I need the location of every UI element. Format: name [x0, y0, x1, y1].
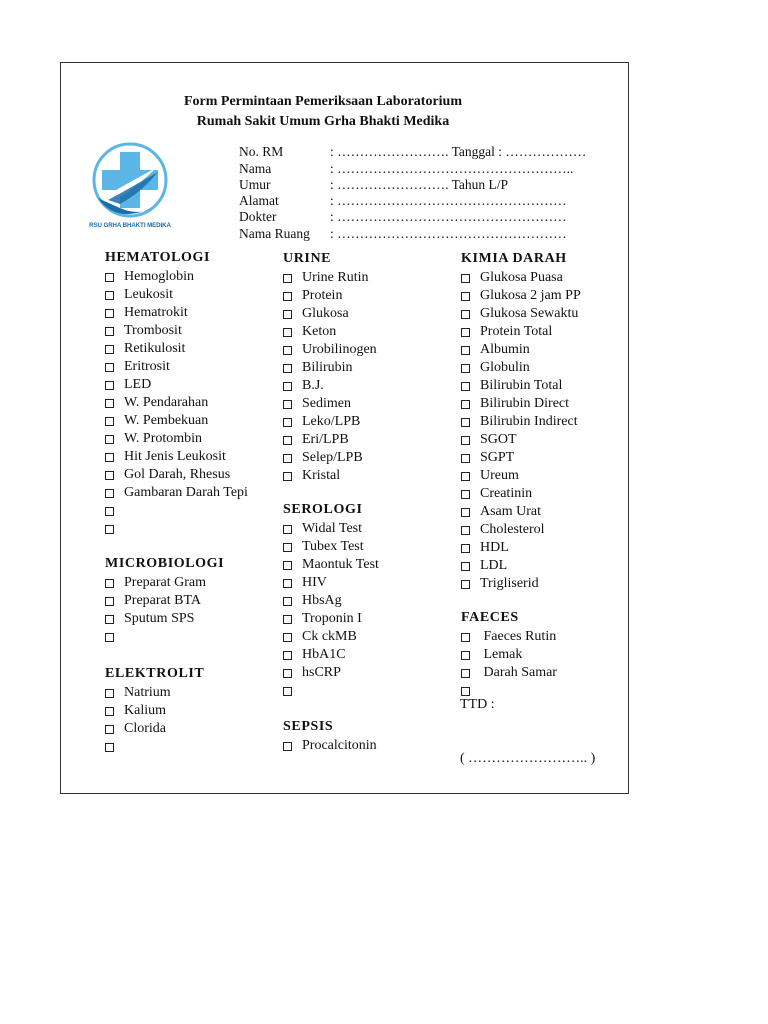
checklist-item[interactable]: [461, 431, 641, 449]
checkbox-icon[interactable]: [283, 400, 292, 409]
checklist-item[interactable]: [461, 395, 641, 413]
checkbox-icon[interactable]: [105, 381, 114, 390]
checklist-item[interactable]: [105, 610, 285, 628]
checkbox-icon[interactable]: [105, 743, 114, 752]
section-heading-elektrolit: ELEKTROLIT: [105, 666, 205, 681]
checkbox-icon[interactable]: [461, 580, 470, 589]
checklist-item-label: Procalcitonin: [302, 738, 377, 753]
form-title: Form Permintaan Pemeriksaan Laboratorium: [183, 94, 462, 109]
checklist-item-label: Lemak: [480, 647, 523, 662]
checklist-item[interactable]: [283, 592, 463, 610]
logo-text: RSU GRHA BHAKTI MEDIKA: [89, 222, 171, 229]
checklist-item-label: Preparat Gram: [124, 575, 207, 590]
checklist-item[interactable]: [283, 520, 463, 538]
checklist-item-label: SGOT: [480, 432, 517, 447]
checklist-item-label: Tubex Test: [302, 539, 364, 554]
list-sepsis: [283, 737, 463, 755]
checklist-item-label: Bilirubin Total: [480, 378, 563, 393]
list-microbiologi: [105, 574, 285, 646]
checklist-item[interactable]: [105, 376, 285, 394]
checklist-item[interactable]: [461, 323, 641, 341]
checklist-item-label: Kalium: [124, 703, 166, 718]
checklist-item[interactable]: [461, 557, 641, 575]
checklist-item[interactable]: [105, 448, 285, 466]
checkbox-icon[interactable]: [461, 651, 470, 660]
checkbox-icon[interactable]: [105, 435, 114, 444]
checkbox-icon[interactable]: [283, 292, 292, 301]
section-heading-hematologi: HEMATOLOGI: [105, 250, 211, 265]
ruang-field[interactable]: : ……………………………………………: [330, 226, 567, 241]
checkbox-icon[interactable]: [283, 633, 292, 642]
checkbox-icon[interactable]: [461, 382, 470, 391]
checkbox-icon[interactable]: [461, 669, 470, 678]
checklist-item-label: Ck ckMB: [302, 629, 357, 644]
checklist-item-label: LED: [124, 377, 152, 392]
checklist-item[interactable]: [283, 628, 463, 646]
checkbox-icon[interactable]: [283, 274, 292, 283]
checklist-item[interactable]: [283, 269, 463, 287]
checklist-item[interactable]: [105, 592, 285, 610]
checklist-item-label: Bilirubin Indirect: [480, 414, 578, 429]
checklist-item[interactable]: [105, 412, 285, 430]
checklist-item-label: Clorida: [124, 721, 166, 736]
checkbox-icon[interactable]: [283, 579, 292, 588]
checklist-item-label: Globulin: [480, 360, 530, 375]
checkbox-icon[interactable]: [283, 346, 292, 355]
checkbox-icon[interactable]: [283, 597, 292, 606]
nama-label: Nama: [239, 161, 272, 176]
column-right: [461, 249, 641, 700]
checklist-item[interactable]: [461, 503, 641, 521]
checklist-item[interactable]: [283, 682, 463, 700]
checklist-item[interactable]: [105, 322, 285, 340]
checkbox-icon[interactable]: [461, 418, 470, 427]
checkbox-icon[interactable]: [105, 327, 114, 336]
checklist-item[interactable]: [283, 538, 463, 556]
checklist-item-label: Protein: [302, 288, 343, 303]
checkbox-icon[interactable]: [461, 400, 470, 409]
checklist-item[interactable]: [105, 574, 285, 592]
checkbox-icon[interactable]: [105, 633, 114, 642]
checkbox-icon[interactable]: [461, 633, 470, 642]
checklist-item-label: Widal Test: [302, 521, 363, 536]
checklist-item[interactable]: [283, 449, 463, 467]
checklist-item[interactable]: [105, 520, 285, 538]
checklist-item-label: Creatinin: [480, 486, 533, 501]
checklist-item[interactable]: [283, 323, 463, 341]
checklist-item-label: Cholesterol: [480, 522, 545, 537]
checklist-item-label: Gol Darah, Rhesus: [124, 467, 231, 482]
checklist-item-label: Urine Rutin: [302, 270, 369, 285]
checkbox-icon[interactable]: [283, 669, 292, 678]
checklist-item[interactable]: [461, 305, 641, 323]
umur-field[interactable]: : ……………………. Tahun L/P: [330, 177, 509, 192]
checklist-item-label: Ureum: [480, 468, 519, 483]
checkbox-icon[interactable]: [105, 417, 114, 426]
checklist-item[interactable]: [283, 341, 463, 359]
checkbox-icon[interactable]: [105, 471, 114, 480]
checklist-item-label: Sputum SPS: [124, 611, 195, 626]
checkbox-icon[interactable]: [105, 725, 114, 734]
checklist-item-label: hsCRP: [302, 665, 341, 680]
ruang-label: Nama Ruang: [239, 226, 310, 241]
checkbox-icon[interactable]: [461, 490, 470, 499]
column-middle: [283, 249, 463, 755]
checklist-item-label: Asam Urat: [480, 504, 542, 519]
checklist-item[interactable]: [283, 556, 463, 574]
dokter-field[interactable]: : ……………………………………………: [330, 209, 567, 224]
checkbox-icon[interactable]: [283, 525, 292, 534]
checklist-item[interactable]: [105, 268, 285, 286]
checkbox-icon[interactable]: [283, 328, 292, 337]
checklist-item-label: HbsAg: [302, 593, 342, 608]
dokter-label: Dokter: [239, 209, 277, 224]
checklist-item[interactable]: [461, 539, 641, 557]
checkbox-icon[interactable]: [461, 544, 470, 553]
checklist-item[interactable]: [461, 521, 641, 539]
list-kimia-darah: [461, 269, 641, 593]
checklist-item-label: Glukosa Sewaktu: [480, 306, 579, 321]
checklist-item[interactable]: [283, 574, 463, 592]
section-heading-urine: URINE: [283, 251, 332, 266]
checkbox-icon[interactable]: [283, 418, 292, 427]
checklist-item[interactable]: [461, 664, 641, 682]
checkbox-icon[interactable]: [461, 328, 470, 337]
checklist-item-label: Albumin: [480, 342, 530, 357]
checkbox-icon[interactable]: [283, 615, 292, 624]
list-faeces: [461, 628, 641, 700]
checkbox-icon[interactable]: [461, 310, 470, 319]
checkbox-icon[interactable]: [461, 436, 470, 445]
checkbox-icon[interactable]: [461, 454, 470, 463]
signature-label: TTD :: [460, 697, 495, 712]
checklist-item-label: Hemoglobin: [124, 269, 194, 284]
checklist-item-label: Eritrosit: [124, 359, 170, 374]
checkbox-icon[interactable]: [461, 508, 470, 517]
checklist-item-label: Trigliserid: [480, 576, 539, 591]
checkbox-icon[interactable]: [105, 689, 114, 698]
checklist-item[interactable]: [461, 413, 641, 431]
checklist-item[interactable]: [105, 430, 285, 448]
hospital-logo-icon: [86, 138, 174, 234]
checklist-item-label: Darah Samar: [480, 665, 557, 680]
checklist-item[interactable]: [461, 449, 641, 467]
checkbox-icon[interactable]: [283, 472, 292, 481]
checklist-item-label: Gambaran Darah Tepi: [124, 485, 248, 500]
checklist-item[interactable]: [105, 394, 285, 412]
checkbox-icon[interactable]: [105, 345, 114, 354]
checkbox-icon[interactable]: [105, 615, 114, 624]
checklist-item-label: Bilirubin: [302, 360, 353, 375]
checkbox-icon[interactable]: [461, 292, 470, 301]
checklist-item-label: Keton: [302, 324, 337, 339]
checkbox-icon[interactable]: [283, 687, 292, 696]
checkbox-icon[interactable]: [461, 346, 470, 355]
checklist-item-label: Leko/LPB: [302, 414, 361, 429]
checklist-item[interactable]: [283, 737, 463, 755]
checklist-item-label: Urobilinogen: [302, 342, 377, 357]
checklist-item-label: Hematrokit: [124, 305, 188, 320]
alamat-label: Alamat: [239, 193, 279, 208]
checkbox-icon[interactable]: [105, 363, 114, 372]
checklist-item[interactable]: [461, 269, 641, 287]
checkbox-icon[interactable]: [105, 579, 114, 588]
checklist-item-label: Sedimen: [302, 396, 351, 411]
checklist-item[interactable]: [105, 720, 285, 738]
checkbox-icon[interactable]: [105, 597, 114, 606]
checkbox-icon[interactable]: [105, 291, 114, 300]
signature-name-line[interactable]: ( …………………….. ): [460, 751, 596, 766]
checklist-item-label: Selep/LPB: [302, 450, 363, 465]
checklist-item[interactable]: [105, 358, 285, 376]
checklist-item-label: Bilirubin Direct: [480, 396, 570, 411]
list-elektrolit: [105, 684, 285, 756]
checklist-item[interactable]: [461, 377, 641, 395]
checklist-item[interactable]: [283, 413, 463, 431]
checklist-item-label: LDL: [480, 558, 508, 573]
column-left: [105, 248, 285, 756]
checklist-item[interactable]: [105, 466, 285, 484]
checklist-item-label: Maontuk Test: [302, 557, 379, 572]
checklist-item[interactable]: [105, 684, 285, 702]
checkbox-icon[interactable]: [461, 562, 470, 571]
checklist-item[interactable]: [461, 467, 641, 485]
checkbox-icon[interactable]: [283, 454, 292, 463]
no-rm-field[interactable]: : ……………………. Tanggal : ………………: [330, 144, 587, 159]
checklist-item-label: Retikulosit: [124, 341, 186, 356]
checkbox-icon[interactable]: [105, 273, 114, 282]
checklist-item[interactable]: [283, 359, 463, 377]
checklist-item-label: W. Protombin: [124, 431, 203, 446]
list-urine: [283, 269, 463, 485]
checkbox-icon[interactable]: [283, 310, 292, 319]
no-rm-label: No. RM: [239, 144, 284, 159]
checklist-item[interactable]: [283, 287, 463, 305]
checklist-item[interactable]: [461, 575, 641, 593]
checklist-item[interactable]: [461, 341, 641, 359]
checklist-item-label: Glukosa 2 jam PP: [480, 288, 581, 303]
umur-label: Umur: [239, 177, 271, 192]
checkbox-icon[interactable]: [283, 382, 292, 391]
checkbox-icon[interactable]: [105, 309, 114, 318]
checklist-item-label: Glukosa: [302, 306, 349, 321]
checkbox-icon[interactable]: [461, 687, 470, 696]
checkbox-icon[interactable]: [461, 472, 470, 481]
hospital-name: Rumah Sakit Umum Grha Bhakti Medika: [196, 114, 450, 129]
checkbox-icon[interactable]: [105, 707, 114, 716]
checkbox-icon[interactable]: [283, 436, 292, 445]
checkbox-icon[interactable]: [105, 399, 114, 408]
section-heading-serologi: SEROLOGI: [283, 502, 363, 517]
list-hematologi: [105, 268, 285, 538]
checklist-item[interactable]: [283, 377, 463, 395]
checklist-item[interactable]: [105, 502, 285, 520]
checklist-item[interactable]: [105, 484, 285, 502]
checklist-item[interactable]: [283, 431, 463, 449]
checkbox-icon[interactable]: [105, 507, 114, 516]
checklist-item[interactable]: [461, 359, 641, 377]
checklist-item-label: Leukosit: [124, 287, 173, 302]
checklist-item-label: W. Pembekuan: [124, 413, 209, 428]
checklist-item-label: HbA1C: [302, 647, 346, 662]
checklist-item[interactable]: [461, 646, 641, 664]
checklist-item[interactable]: [283, 646, 463, 664]
checklist-item-label: Eri/LPB: [302, 432, 349, 447]
checklist-item[interactable]: [461, 628, 641, 646]
checkbox-icon[interactable]: [283, 651, 292, 660]
checklist-item-label: Preparat BTA: [124, 593, 202, 608]
checkbox-icon[interactable]: [105, 525, 114, 534]
checklist-item[interactable]: [283, 664, 463, 682]
checklist-item-label: HIV: [302, 575, 327, 590]
checkbox-icon[interactable]: [461, 526, 470, 535]
checklist-item[interactable]: [105, 628, 285, 646]
checklist-item[interactable]: [105, 286, 285, 304]
checklist-item-label: B.J.: [302, 378, 324, 393]
checkbox-icon[interactable]: [283, 543, 292, 552]
checklist-item-label: Troponin I: [302, 611, 362, 626]
checklist-item[interactable]: [105, 738, 285, 756]
checkbox-icon[interactable]: [105, 489, 114, 498]
nama-field[interactable]: : ……………………………………………..: [330, 161, 574, 176]
checkbox-icon[interactable]: [283, 742, 292, 751]
checkbox-icon[interactable]: [105, 453, 114, 462]
checklist-item-label: W. Pendarahan: [124, 395, 209, 410]
checklist-item-label: SGPT: [480, 450, 515, 465]
section-heading-faeces: FAECES: [461, 610, 519, 625]
checklist-item-label: Trombosit: [124, 323, 182, 338]
list-serologi: [283, 520, 463, 700]
checklist-item[interactable]: [283, 467, 463, 485]
checklist-item[interactable]: [283, 610, 463, 628]
checkbox-icon[interactable]: [461, 364, 470, 373]
checkbox-icon[interactable]: [283, 364, 292, 373]
checklist-item[interactable]: [283, 305, 463, 323]
checklist-item-label: Hit Jenis Leukosit: [124, 449, 226, 464]
checklist-item[interactable]: [105, 702, 285, 720]
checklist-item-label: Faeces Rutin: [480, 629, 557, 644]
checklist-item-label: Natrium: [124, 685, 171, 700]
checklist-item-label: Protein Total: [480, 324, 553, 339]
checklist-item[interactable]: [461, 485, 641, 503]
checklist-item[interactable]: [283, 395, 463, 413]
checklist-item-label: Kristal: [302, 468, 341, 483]
checkbox-icon[interactable]: [283, 561, 292, 570]
alamat-field[interactable]: : ……………………………………………: [330, 193, 567, 208]
checklist-item-label: HDL: [480, 540, 509, 555]
checkbox-icon[interactable]: [461, 274, 470, 283]
checklist-item[interactable]: [105, 340, 285, 358]
section-heading-microbiologi: MICROBIOLOGI: [105, 556, 225, 571]
section-heading-sepsis: SEPSIS: [283, 719, 334, 734]
checklist-item-label: Glukosa Puasa: [480, 270, 563, 285]
checklist-item[interactable]: [461, 287, 641, 305]
section-heading-kimia-darah: KIMIA DARAH: [461, 251, 567, 266]
checklist-item[interactable]: [105, 304, 285, 322]
